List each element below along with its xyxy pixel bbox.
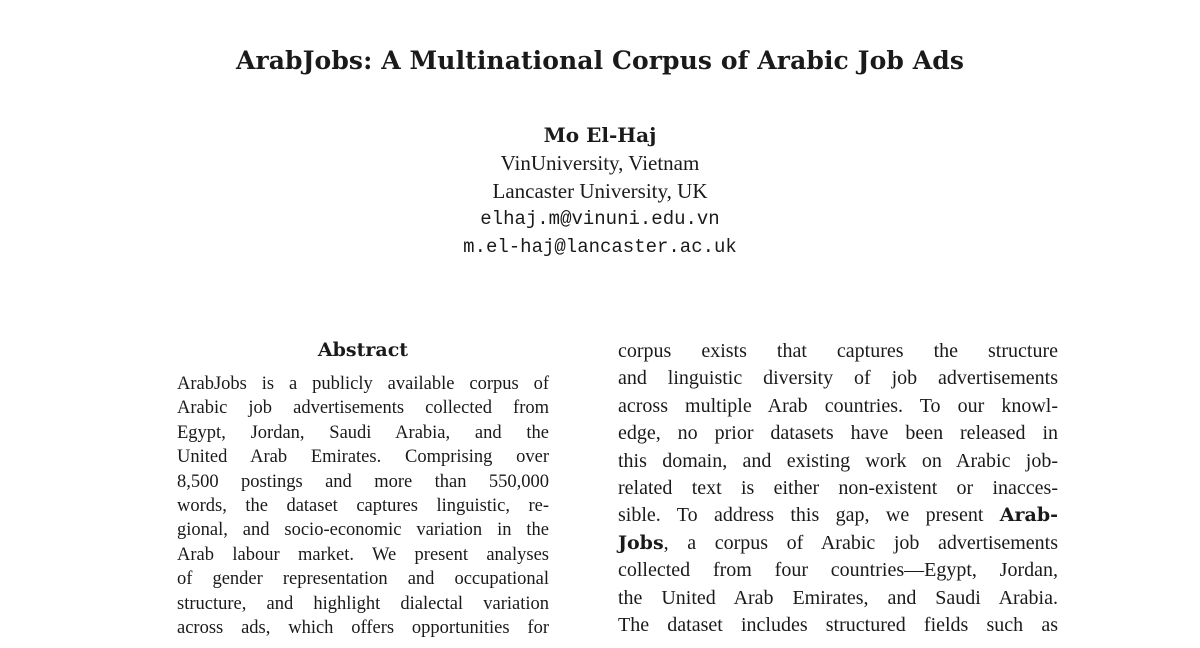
- body-text: , a corpus of Arabic job advertisements: [663, 531, 1058, 554]
- body-line: [618, 530, 1058, 557]
- abstract-line: ArabJobs is a publicly available corpus of: [177, 374, 549, 394]
- author-email: elhaj.m@vinuni.edu.vn: [480, 208, 720, 230]
- paper-title: ArabJobs: A Multinational Corpus of Arabic Job Ads: [235, 46, 965, 75]
- author-affiliation: VinUniversity, Vietnam: [500, 151, 700, 175]
- body-line: this domain, and existing work on Arabic job-: [618, 449, 1058, 472]
- dataset-name-bold: Arab-: [999, 504, 1059, 527]
- abstract-heading: Abstract: [317, 339, 409, 361]
- abstract-line: structure, and highlight dialectal variation: [177, 593, 549, 614]
- abstract-line: Egypt, Jordan, Saudi Arabia, and the: [177, 422, 549, 443]
- abstract-line: Arab labour market. We present analyses: [177, 544, 549, 565]
- abstract-line: words, the dataset captures linguistic, re-: [177, 495, 549, 516]
- intro-column: [618, 338, 1058, 639]
- body-line: collected from four countries—Egypt, Jordan,: [618, 559, 1058, 582]
- dataset-name-bold: Jobs: [618, 531, 664, 554]
- abstract-body: [177, 372, 549, 640]
- author-email: m.el-haj@lancaster.ac.uk: [463, 236, 737, 258]
- author-block: [0, 121, 1200, 261]
- body-line: related text is either non-existent or inacces-: [618, 476, 1058, 499]
- abstract-line: United Arab Emirates. Comprising over: [177, 447, 549, 468]
- abstract-line: across ads, which offers opportunities for: [177, 617, 549, 638]
- author-affiliation: Lancaster University, UK: [492, 179, 708, 203]
- abstract-line: Arabic job advertisements collected from: [177, 398, 549, 419]
- body-line: edge, no prior datasets have been released in: [618, 422, 1058, 445]
- body-line: the United Arab Emirates, and Saudi Arabia.: [618, 586, 1058, 609]
- body-text: sible. To address this gap, we present: [618, 504, 984, 527]
- author-name: Mo El-Haj: [543, 123, 657, 147]
- body-line: [618, 502, 1058, 529]
- abstract-line: of gender representation and occupational: [177, 569, 549, 590]
- body-line: corpus exists that captures the structure: [618, 340, 1058, 362]
- body-line: and linguistic diversity of job advertisements: [618, 367, 1058, 390]
- body-line: The dataset includes structured fields such as: [618, 613, 1058, 636]
- abstract-line: gional, and socio-economic variation in the: [177, 520, 549, 541]
- abstract-column: [177, 336, 549, 640]
- abstract-line: 8,500 postings and more than 550,000: [177, 471, 549, 492]
- body-line: across multiple Arab countries. To our knowl-: [618, 394, 1058, 417]
